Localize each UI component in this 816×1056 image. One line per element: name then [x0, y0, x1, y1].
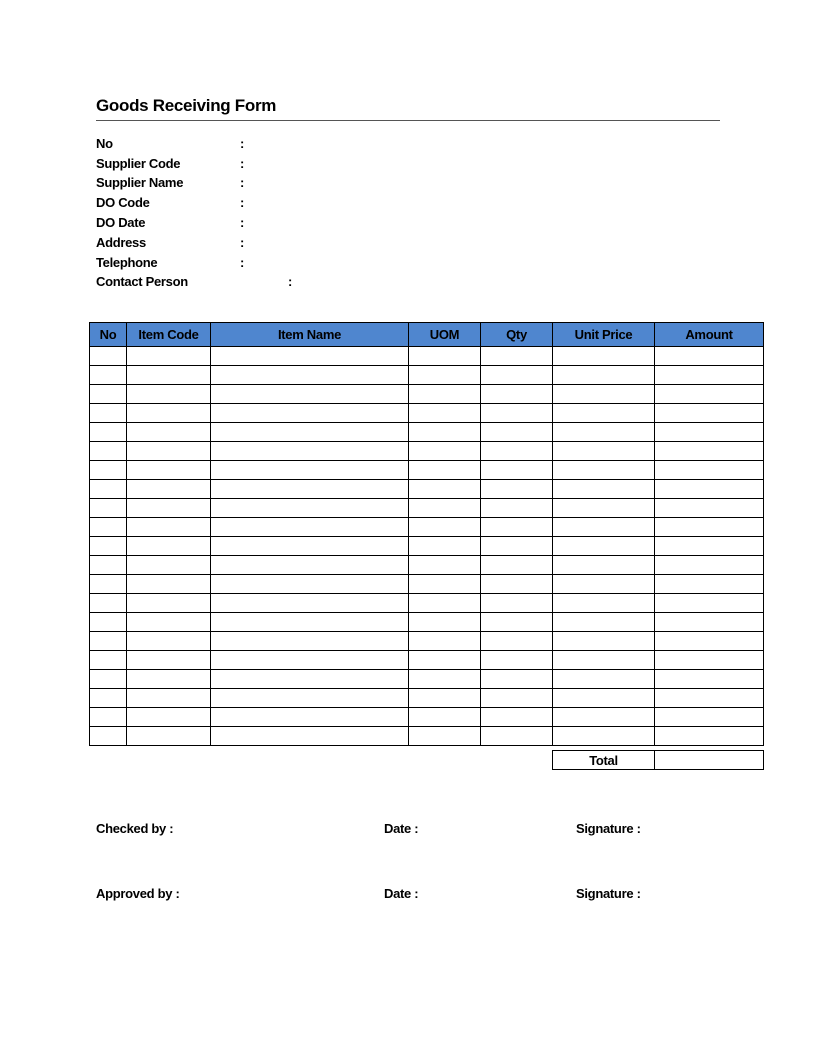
cell-uom[interactable]: [409, 670, 481, 689]
cell-uom[interactable]: [409, 613, 481, 632]
table-row: [90, 689, 764, 708]
cell-amount[interactable]: [655, 385, 764, 404]
column-header-amount: Amount: [655, 323, 764, 347]
cell-amount[interactable]: [655, 651, 764, 670]
cell-item-code[interactable]: [127, 385, 211, 404]
cell-qty[interactable]: [481, 499, 553, 518]
cell-item-code[interactable]: [127, 651, 211, 670]
table-row: [90, 575, 764, 594]
info-colon-do-date: :: [240, 215, 245, 230]
cell-qty[interactable]: [481, 404, 553, 423]
items-table: [89, 322, 764, 746]
cell-uom[interactable]: [409, 708, 481, 727]
cell-no[interactable]: [90, 689, 127, 708]
cell-amount[interactable]: [655, 499, 764, 518]
cell-unit-price[interactable]: [553, 575, 655, 594]
cell-uom[interactable]: [409, 727, 481, 746]
cell-unit-price[interactable]: [553, 556, 655, 575]
cell-amount[interactable]: [655, 347, 764, 366]
cell-no[interactable]: [90, 518, 127, 537]
cell-unit-price[interactable]: [553, 613, 655, 632]
info-label-address: Address: [96, 235, 146, 250]
total-label: Total: [553, 751, 655, 770]
cell-item-code[interactable]: [127, 347, 211, 366]
cell-amount[interactable]: [655, 727, 764, 746]
cell-item-code[interactable]: [127, 423, 211, 442]
cell-amount[interactable]: [655, 632, 764, 651]
table-row: [90, 556, 764, 575]
column-header-uom: UOM: [409, 323, 481, 347]
cell-qty[interactable]: [481, 670, 553, 689]
cell-unit-price[interactable]: [553, 727, 655, 746]
cell-item-name[interactable]: [211, 708, 409, 727]
cell-unit-price[interactable]: [553, 461, 655, 480]
cell-qty[interactable]: [481, 651, 553, 670]
cell-qty[interactable]: [481, 385, 553, 404]
cell-qty[interactable]: [481, 518, 553, 537]
cell-unit-price[interactable]: [553, 689, 655, 708]
cell-item-name[interactable]: [211, 499, 409, 518]
cell-amount[interactable]: [655, 461, 764, 480]
cell-uom[interactable]: [409, 537, 481, 556]
info-colon-supplier-code: :: [240, 156, 245, 171]
cell-no[interactable]: [90, 404, 127, 423]
table-row: [90, 347, 764, 366]
cell-unit-price[interactable]: [553, 518, 655, 537]
cell-amount[interactable]: [655, 556, 764, 575]
cell-item-name[interactable]: [211, 347, 409, 366]
cell-qty[interactable]: [481, 537, 553, 556]
cell-item-name[interactable]: [211, 442, 409, 461]
cell-qty[interactable]: [481, 423, 553, 442]
cell-item-name[interactable]: [211, 670, 409, 689]
cell-amount[interactable]: [655, 594, 764, 613]
total-amount-cell[interactable]: [655, 751, 764, 770]
cell-amount[interactable]: [655, 613, 764, 632]
cell-unit-price[interactable]: [553, 594, 655, 613]
cell-qty[interactable]: [481, 442, 553, 461]
table-row: [90, 632, 764, 651]
column-header-item-name: Item Name: [211, 323, 409, 347]
cell-item-code[interactable]: [127, 575, 211, 594]
cell-qty[interactable]: [481, 708, 553, 727]
cell-item-name[interactable]: [211, 518, 409, 537]
cell-uom[interactable]: [409, 461, 481, 480]
cell-item-name[interactable]: [211, 689, 409, 708]
cell-unit-price[interactable]: [553, 404, 655, 423]
cell-uom[interactable]: [409, 594, 481, 613]
cell-item-name[interactable]: [211, 632, 409, 651]
cell-uom[interactable]: [409, 404, 481, 423]
cell-no[interactable]: [90, 651, 127, 670]
cell-no[interactable]: [90, 575, 127, 594]
cell-no[interactable]: [90, 670, 127, 689]
info-colon-supplier-name: :: [240, 175, 245, 190]
cell-item-name[interactable]: [211, 537, 409, 556]
total-table: [552, 750, 764, 770]
cell-no[interactable]: [90, 727, 127, 746]
checked-date-label: Date :: [384, 821, 419, 836]
cell-unit-price[interactable]: [553, 670, 655, 689]
cell-item-name[interactable]: [211, 727, 409, 746]
table-row: [90, 385, 764, 404]
cell-qty[interactable]: [481, 575, 553, 594]
cell-uom[interactable]: [409, 651, 481, 670]
cell-uom[interactable]: [409, 480, 481, 499]
cell-qty[interactable]: [481, 727, 553, 746]
cell-no[interactable]: [90, 366, 127, 385]
cell-item-code[interactable]: [127, 727, 211, 746]
cell-uom[interactable]: [409, 575, 481, 594]
table-row: [90, 727, 764, 746]
cell-uom[interactable]: [409, 632, 481, 651]
cell-uom[interactable]: [409, 385, 481, 404]
cell-uom[interactable]: [409, 366, 481, 385]
table-row: [90, 461, 764, 480]
cell-item-code[interactable]: [127, 537, 211, 556]
cell-item-name[interactable]: [211, 404, 409, 423]
cell-unit-price[interactable]: [553, 385, 655, 404]
cell-qty[interactable]: [481, 366, 553, 385]
cell-amount[interactable]: [655, 575, 764, 594]
column-header-no: No: [90, 323, 127, 347]
title-divider: [96, 120, 720, 121]
cell-no[interactable]: [90, 708, 127, 727]
cell-item-code[interactable]: [127, 670, 211, 689]
info-label-supplier-name: Supplier Name: [96, 175, 184, 190]
cell-qty[interactable]: [481, 347, 553, 366]
cell-qty[interactable]: [481, 613, 553, 632]
cell-uom[interactable]: [409, 442, 481, 461]
table-row: [90, 613, 764, 632]
cell-item-code[interactable]: [127, 366, 211, 385]
cell-item-name[interactable]: [211, 366, 409, 385]
table-row: [90, 594, 764, 613]
cell-qty[interactable]: [481, 556, 553, 575]
cell-unit-price[interactable]: [553, 480, 655, 499]
table-row: [90, 480, 764, 499]
cell-qty[interactable]: [481, 594, 553, 613]
cell-unit-price[interactable]: [553, 347, 655, 366]
cell-uom[interactable]: [409, 423, 481, 442]
cell-item-name[interactable]: [211, 461, 409, 480]
table-row: [90, 499, 764, 518]
cell-amount[interactable]: [655, 708, 764, 727]
cell-qty[interactable]: [481, 689, 553, 708]
cell-amount[interactable]: [655, 366, 764, 385]
cell-item-code[interactable]: [127, 461, 211, 480]
cell-item-code[interactable]: [127, 632, 211, 651]
cell-unit-price[interactable]: [553, 651, 655, 670]
table-row: [90, 670, 764, 689]
table-row: [90, 518, 764, 537]
cell-item-code[interactable]: [127, 594, 211, 613]
table-row: [90, 537, 764, 556]
cell-no[interactable]: [90, 537, 127, 556]
cell-item-name[interactable]: [211, 575, 409, 594]
cell-no[interactable]: [90, 442, 127, 461]
table-row: [90, 708, 764, 727]
cell-amount[interactable]: [655, 518, 764, 537]
info-label-no: No: [96, 136, 113, 151]
cell-no[interactable]: [90, 385, 127, 404]
cell-item-code[interactable]: [127, 518, 211, 537]
info-colon-no: :: [240, 136, 245, 151]
cell-item-code[interactable]: [127, 689, 211, 708]
cell-uom[interactable]: [409, 518, 481, 537]
cell-item-name[interactable]: [211, 594, 409, 613]
cell-item-name[interactable]: [211, 651, 409, 670]
cell-unit-price[interactable]: [553, 423, 655, 442]
cell-qty[interactable]: [481, 461, 553, 480]
cell-unit-price[interactable]: [553, 632, 655, 651]
cell-item-name[interactable]: [211, 423, 409, 442]
cell-uom[interactable]: [409, 556, 481, 575]
cell-no[interactable]: [90, 461, 127, 480]
info-label-telephone: Telephone: [96, 255, 158, 270]
table-row: [90, 442, 764, 461]
cell-unit-price[interactable]: [553, 499, 655, 518]
info-label-do-code: DO Code: [96, 195, 150, 210]
approved-date-label: Date :: [384, 886, 419, 901]
items-table-body: [90, 347, 764, 746]
table-row: [90, 404, 764, 423]
checked-by-label: Checked by :: [96, 821, 174, 836]
approved-signature-label: Signature :: [576, 886, 641, 901]
cell-amount[interactable]: [655, 404, 764, 423]
cell-qty[interactable]: [481, 632, 553, 651]
cell-item-code[interactable]: [127, 404, 211, 423]
cell-item-code[interactable]: [127, 499, 211, 518]
table-row: [90, 651, 764, 670]
table-row: [90, 366, 764, 385]
cell-amount[interactable]: [655, 689, 764, 708]
cell-no[interactable]: [90, 347, 127, 366]
cell-no[interactable]: [90, 423, 127, 442]
info-colon-do-code: :: [240, 195, 245, 210]
cell-no[interactable]: [90, 613, 127, 632]
cell-amount[interactable]: [655, 480, 764, 499]
table-row: [90, 423, 764, 442]
cell-item-code[interactable]: [127, 556, 211, 575]
info-label-do-date: DO Date: [96, 215, 146, 230]
column-header-item-code: Item Code: [127, 323, 211, 347]
cell-qty[interactable]: [481, 480, 553, 499]
info-colon-telephone: :: [240, 255, 245, 270]
cell-uom[interactable]: [409, 499, 481, 518]
checked-signature-label: Signature :: [576, 821, 641, 836]
cell-no[interactable]: [90, 556, 127, 575]
cell-no[interactable]: [90, 594, 127, 613]
cell-uom[interactable]: [409, 347, 481, 366]
column-header-qty: Qty: [481, 323, 553, 347]
total-row: [553, 751, 764, 770]
info-label-supplier-code: Supplier Code: [96, 156, 181, 171]
cell-item-code[interactable]: [127, 480, 211, 499]
cell-no[interactable]: [90, 632, 127, 651]
cell-unit-price[interactable]: [553, 366, 655, 385]
table-header-row: [90, 323, 764, 347]
cell-unit-price[interactable]: [553, 442, 655, 461]
approved-by-label: Approved by :: [96, 886, 180, 901]
cell-amount[interactable]: [655, 442, 764, 461]
cell-unit-price[interactable]: [553, 537, 655, 556]
cell-item-name[interactable]: [211, 613, 409, 632]
cell-item-code[interactable]: [127, 613, 211, 632]
cell-uom[interactable]: [409, 689, 481, 708]
cell-item-name[interactable]: [211, 385, 409, 404]
cell-unit-price[interactable]: [553, 708, 655, 727]
info-colon-address: :: [240, 235, 245, 250]
cell-item-code[interactable]: [127, 708, 211, 727]
cell-amount[interactable]: [655, 537, 764, 556]
info-colon-contact-person: :: [288, 274, 293, 289]
column-header-unit-price: Unit Price: [553, 323, 655, 347]
info-label-contact-person: Contact Person: [96, 274, 188, 289]
cell-no[interactable]: [90, 480, 127, 499]
cell-item-name[interactable]: [211, 556, 409, 575]
cell-amount[interactable]: [655, 670, 764, 689]
cell-amount[interactable]: [655, 423, 764, 442]
form-title: Goods Receiving Form: [96, 96, 277, 115]
cell-item-code[interactable]: [127, 442, 211, 461]
cell-no[interactable]: [90, 499, 127, 518]
cell-item-name[interactable]: [211, 480, 409, 499]
